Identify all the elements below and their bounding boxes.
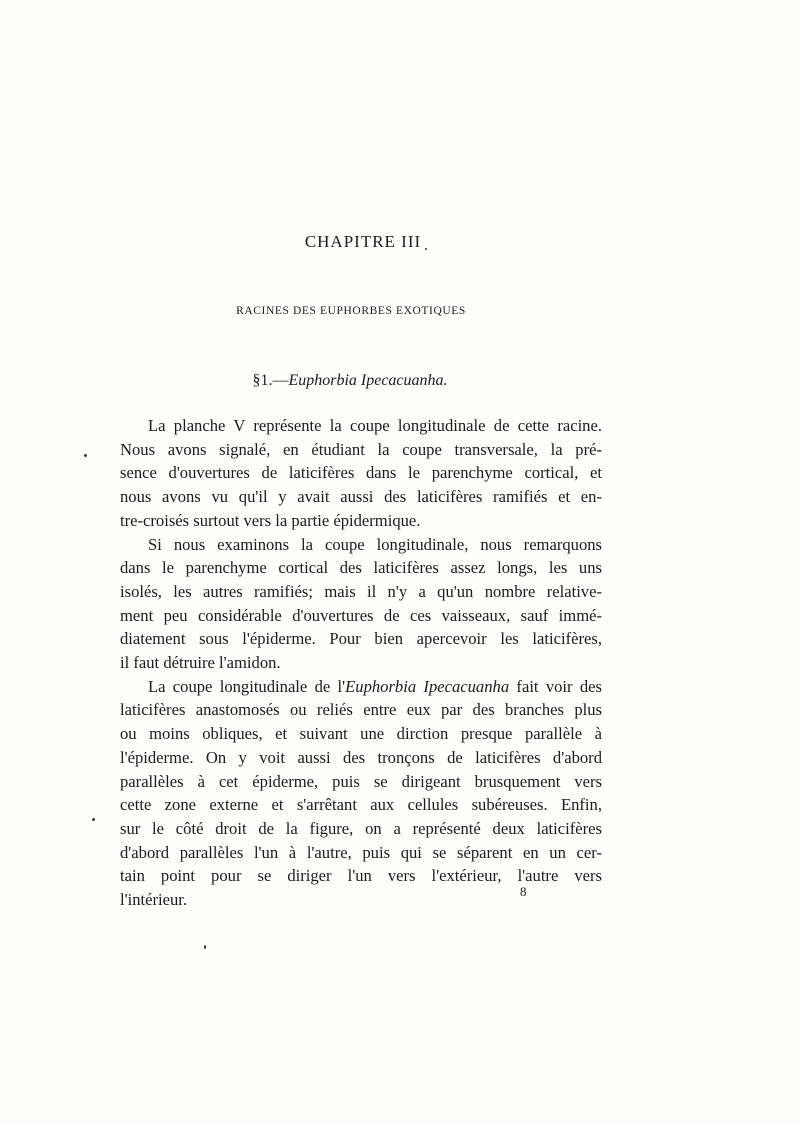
section-title: Euphorbia Ipecacuanha. <box>288 372 448 389</box>
text-line: l'intérieur. <box>120 890 188 910</box>
text-segment: La coupe longitudinale de l' <box>148 676 346 696</box>
text-line: sence d'ouvertures de laticifères dans le parenchyme cortical, et <box>120 463 602 483</box>
ink-speck <box>92 818 95 821</box>
section-heading <box>0 372 700 390</box>
page-number: 8 <box>520 884 527 899</box>
text-line: diatement sous l'épiderme. Pour bien apercevoir les laticifères, <box>120 629 602 649</box>
text-line: Si nous examinons la coupe longitudinale, nous remarquons <box>148 534 602 554</box>
text-line: parallèles à cet épiderme, puis se dirigeant brusquement vers <box>120 771 602 791</box>
chapter-subtitle: RACINES DES EUPHORBES EXOTIQUES <box>236 305 466 317</box>
text-line: Nous avons signalé, en étudiant la coupe transversale, la pré- <box>120 439 602 459</box>
text-line: laticifères anastomosés ou reliés entre eux par des branches plus <box>120 700 602 720</box>
text-line: ment peu considérable d'ouvertures de ces vaisseaux, sauf immé- <box>120 605 602 625</box>
paragraph-1 <box>120 414 602 533</box>
text-line: ou moins obliques, et suivant une dirction presque parallèle à <box>120 724 602 744</box>
chapter-title: CHAPITRE III <box>304 232 422 251</box>
italic-species-name: Euphorbia Ipecacuanha <box>345 676 510 696</box>
text-line: il faut détruire l'amidon. <box>120 653 281 673</box>
text-line: dans le parenchyme cortical des laticifères assez longs, les uns <box>120 558 602 578</box>
body-text <box>120 414 602 912</box>
section-number: §1.— <box>252 372 289 389</box>
text-segment: fait voir des <box>509 676 602 696</box>
text-line: tain point pour se diriger l'un vers l'extérieur, l'autre vers <box>120 866 602 886</box>
ink-speck <box>84 454 87 457</box>
text-line <box>120 675 602 699</box>
ink-speck <box>425 248 427 250</box>
text-line: tre-croisés surtout vers la partie épidermique. <box>120 510 421 530</box>
text-line: isolés, les autres ramifiés; mais il n'y a qu'un nombre relative- <box>120 581 602 601</box>
text-line: nous avons vu qu'il y avait aussi des laticifères ramifiés et en- <box>120 487 602 507</box>
paragraph-3 <box>120 675 602 912</box>
paragraph-2 <box>120 533 602 675</box>
text-line: l'épiderme. On y voit aussi des tronçons de laticifères d'abord <box>120 747 602 767</box>
text-line: sur le côté droit de la figure, on a représenté deux laticifères <box>120 818 602 838</box>
text-line: d'abord parallèles l'un à l'autre, puis qui se séparent en un cer- <box>120 842 602 862</box>
text-line: La planche V représente la coupe longitudinale de cette racine. <box>148 416 602 435</box>
ink-speck <box>204 945 206 949</box>
text-line: cette zone externe et s'arrêtant aux cellules subéreuses. Enfin, <box>120 795 602 815</box>
